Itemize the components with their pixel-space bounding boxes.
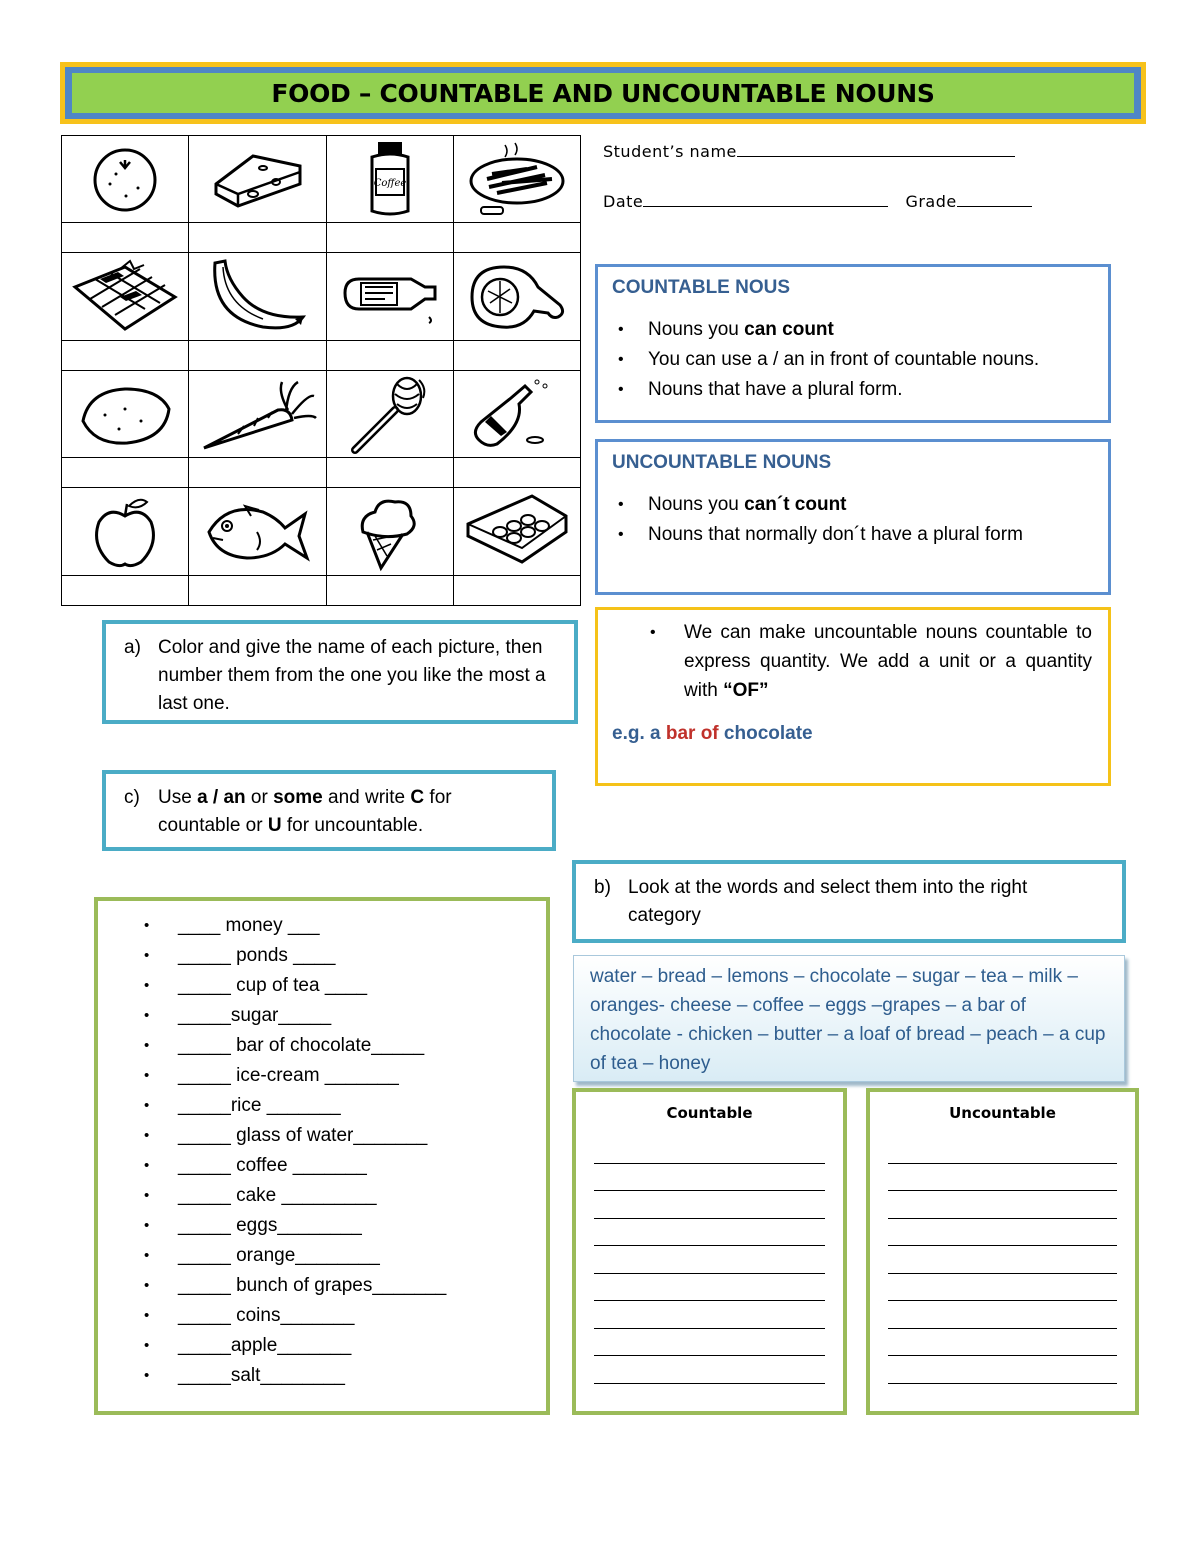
picture-cell bbox=[327, 253, 454, 340]
fill-in-item[interactable]: • _____apple_______ bbox=[98, 1331, 546, 1361]
task-a-label: a) bbox=[124, 637, 141, 658]
date-label: Date bbox=[603, 192, 644, 211]
picture-cell bbox=[454, 370, 581, 457]
answer-line[interactable] bbox=[594, 1191, 825, 1219]
french-fries-icon bbox=[467, 139, 567, 219]
picture-cell bbox=[62, 136, 189, 223]
picture-cell bbox=[188, 136, 326, 223]
fill-in-box bbox=[94, 897, 550, 1415]
student-name-row bbox=[603, 142, 1123, 161]
picture-cell bbox=[62, 370, 189, 457]
fill-in-item[interactable]: • _____ bar of chocolate_____ bbox=[98, 1031, 546, 1061]
uncountable-column bbox=[866, 1088, 1139, 1415]
student-name-blank[interactable] bbox=[737, 142, 1015, 157]
countable-box-title: COUNTABLE NOUS bbox=[612, 277, 791, 298]
picture-cell bbox=[327, 488, 454, 575]
grade-blank[interactable] bbox=[957, 192, 1032, 207]
task-a-text: Color and give the name of each picture, then number them from the one you like the most a last one. bbox=[158, 637, 546, 714]
orange-icon bbox=[90, 144, 160, 214]
fill-in-item[interactable]: • _____ cup of tea ____ bbox=[98, 971, 546, 1001]
answer-line[interactable] bbox=[888, 1136, 1117, 1164]
date-blank[interactable] bbox=[643, 192, 888, 207]
cheese-icon bbox=[208, 144, 308, 214]
countable-answer-lines bbox=[594, 1136, 825, 1384]
word-bank: water – bread – lemons – chocolate – sugar – tea – milk – oranges- cheese – coffee – eggs –grapes – a bar of chocolate - chicken – butter – a loaf of bread – peach – a cup of tea – honey bbox=[573, 955, 1125, 1082]
answer-line[interactable] bbox=[888, 1329, 1117, 1357]
answer-line[interactable] bbox=[594, 1274, 825, 1302]
fill-in-item[interactable]: • _____ bunch of grapes_______ bbox=[98, 1271, 546, 1301]
task-c-label: c) bbox=[124, 787, 140, 808]
fill-in-item[interactable]: • ____ money ___ bbox=[98, 911, 546, 941]
date-grade-row bbox=[603, 192, 1123, 211]
answer-line[interactable] bbox=[888, 1191, 1117, 1219]
picture-cell bbox=[327, 136, 454, 223]
apple-icon bbox=[85, 492, 165, 572]
soda-bottle-icon bbox=[467, 374, 567, 454]
fill-in-item[interactable]: • _____ glass of water_______ bbox=[98, 1121, 546, 1151]
uncountable-answer-lines bbox=[888, 1136, 1117, 1384]
countable-column-title: Countable bbox=[666, 1104, 753, 1122]
lemon-icon bbox=[75, 379, 175, 449]
list-item: • Nouns you can´t count bbox=[598, 490, 1108, 520]
answer-line[interactable] bbox=[888, 1219, 1117, 1247]
fill-in-item[interactable]: • _____rice _______ bbox=[98, 1091, 546, 1121]
task-c-box bbox=[102, 770, 556, 851]
coffee-jar-icon bbox=[360, 139, 420, 219]
list-item: • Nouns that have a plural form. bbox=[598, 375, 1108, 405]
answer-line[interactable] bbox=[594, 1219, 825, 1247]
student-name-label: Student’s name bbox=[603, 142, 737, 161]
fill-in-item[interactable]: • _____salt________ bbox=[98, 1361, 546, 1391]
picture-cell bbox=[188, 370, 326, 457]
picture-cell bbox=[188, 253, 326, 340]
banana-icon bbox=[203, 257, 313, 337]
page-title: FOOD – COUNTABLE AND UNCOUNTABLE NOUNS bbox=[72, 73, 1134, 113]
egg-carton-icon bbox=[462, 492, 572, 572]
spaghetti-fork-icon bbox=[335, 374, 445, 454]
task-b-box bbox=[572, 860, 1126, 943]
fill-in-item[interactable]: • _____ ponds ____ bbox=[98, 941, 546, 971]
answer-line[interactable] bbox=[888, 1301, 1117, 1329]
countable-column bbox=[572, 1088, 847, 1415]
svg-text:Coffee: Coffee bbox=[373, 178, 407, 190]
answer-line[interactable] bbox=[888, 1246, 1117, 1274]
answer-line[interactable] bbox=[594, 1329, 825, 1357]
fill-in-list bbox=[98, 911, 546, 1391]
quantity-rule: • We can make uncountable nouns countable to express quantity. We add a unit or a quantity with “OF” bbox=[650, 622, 1092, 701]
picture-cell bbox=[62, 253, 189, 340]
fill-in-item[interactable]: • _____ orange________ bbox=[98, 1241, 546, 1271]
fill-in-item[interactable]: • _____ coins_______ bbox=[98, 1301, 546, 1331]
answer-line[interactable] bbox=[888, 1164, 1117, 1192]
answer-line[interactable] bbox=[594, 1164, 825, 1192]
fish-icon bbox=[203, 492, 313, 572]
chocolate-bar-icon bbox=[70, 257, 180, 337]
fill-in-item[interactable]: • _____ cake _________ bbox=[98, 1181, 546, 1211]
quantity-example: e.g. a bar of chocolate bbox=[612, 723, 813, 744]
picture-cell bbox=[454, 253, 581, 340]
answer-line[interactable] bbox=[594, 1246, 825, 1274]
picture-cell bbox=[454, 136, 581, 223]
bottle-icon bbox=[335, 257, 445, 337]
picture-grid bbox=[61, 135, 581, 606]
task-b-text: Look at the words and select them into the right category bbox=[628, 877, 1028, 926]
answer-line[interactable] bbox=[594, 1136, 825, 1164]
uncountable-nouns-box bbox=[595, 439, 1111, 595]
fill-in-item[interactable]: • _____ coffee _______ bbox=[98, 1151, 546, 1181]
ham-icon bbox=[462, 257, 572, 337]
answer-line[interactable] bbox=[888, 1274, 1117, 1302]
picture-cell bbox=[62, 488, 189, 575]
grade-label: Grade bbox=[905, 192, 957, 211]
picture-cell bbox=[454, 488, 581, 575]
task-c-text: Use a / an or some and write C for countable or U for uncountable. bbox=[158, 787, 452, 836]
task-a-box bbox=[102, 620, 578, 724]
carrot-icon bbox=[198, 374, 318, 454]
answer-line[interactable] bbox=[594, 1301, 825, 1329]
list-item: • You can use a / an in front of countable nouns. bbox=[598, 345, 1108, 375]
list-item: • Nouns that normally don´t have a plural form bbox=[598, 520, 1108, 550]
fill-in-item[interactable]: • _____sugar_____ bbox=[98, 1001, 546, 1031]
picture-cell bbox=[188, 488, 326, 575]
list-item: • Nouns you can count bbox=[598, 315, 1108, 345]
uncountable-column-title: Uncountable bbox=[949, 1104, 1056, 1122]
answer-line[interactable] bbox=[594, 1356, 825, 1384]
countable-nouns-box bbox=[595, 264, 1111, 423]
ice-cream-cone-icon bbox=[345, 492, 435, 572]
uncountable-box-title: UNCOUNTABLE NOUNS bbox=[612, 452, 832, 473]
quantity-box bbox=[595, 607, 1111, 786]
fill-in-item[interactable]: • _____ ice-cream _______ bbox=[98, 1061, 546, 1091]
picture-cell bbox=[327, 370, 454, 457]
fill-in-item[interactable]: • _____ eggs________ bbox=[98, 1211, 546, 1241]
task-b-label: b) bbox=[594, 877, 611, 898]
answer-line[interactable] bbox=[888, 1356, 1117, 1384]
